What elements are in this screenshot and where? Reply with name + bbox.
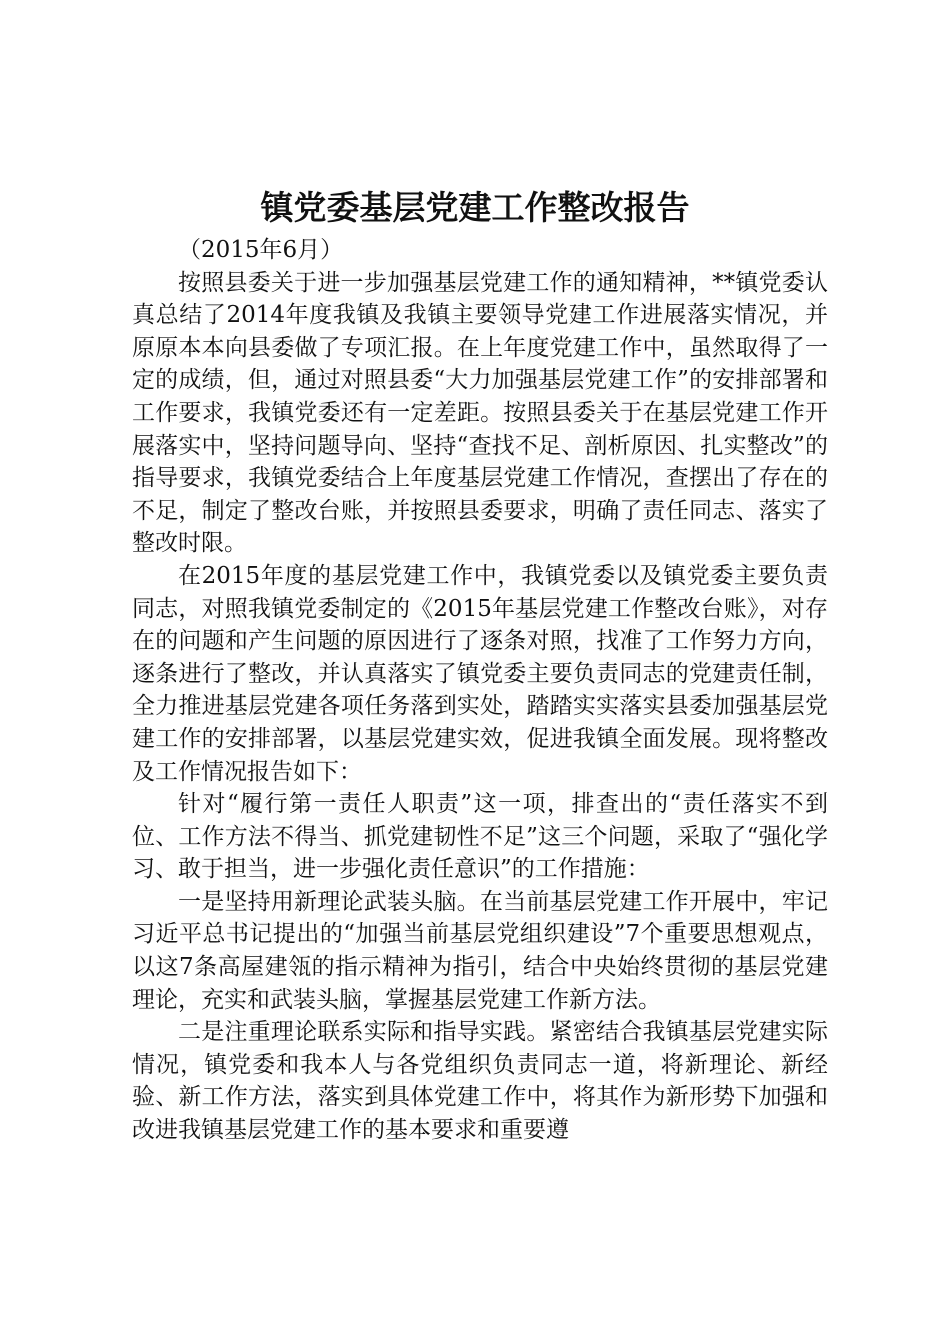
paragraph-intro: 按照县委关于进一步加强基层党建工作的通知精神，**镇党委认真总结了2014年度我镇及我镇主要领导党建工作进展落实情况，并原原本本向县委做了专项汇报。在上年度党建工作中，虽然取得了一定的成绩，但，通过对照县委“大力加强基层党建工作”的安排部署和工作要求，我镇党委还有一定差距。按照县委关于在基层党建工作开展落实中，坚持问题导向、坚持“查找不足、剖析原因、扎实整改”的指导要求，我镇党委结合上年度基层党建工作情况，查摆出了存在的不足，制定了整改台账，并按照县委要求，明确了责任同志、落实了整改时限。 [132,269,828,557]
paragraph-overview: 在2015年度的基层党建工作中，我镇党委以及镇党委主要负责同志，对照我镇党委制定的《2015年基层党建工作整改台账》，对存在的问题和产生问题的原因进行了逐条对照，找准了工作努力方向，逐条进行了整改，并认真落实了镇党委主要负责同志的党建责任制，全力推进基层党建各项任务落到实处，踏踏实实落实县委加强基层党建工作的安排部署，以基层党建实效，促进我镇全面发展。现将整改及工作情况报告如下： [132,562,828,785]
paragraph-point-two: 二是注重理论联系实际和指导实践。紧密结合我镇基层党建实际情况，镇党委和我本人与各党组织负责同志一道，将新理论、新经验、新工作方法，落实到具体党建工作中，将其作为新形势下加强和改进我镇基层党建工作的基本要求和重要遵 [132,1019,828,1144]
date-line: （2015年6月） [178,237,344,263]
document-title: 镇党委基层党建工作整改报告 [260,188,690,227]
paragraph-point-one: 一是坚持用新理论武装头脑。在当前基层党建工作开展中，牢记习近平总书记提出的“加强当前基层党组织建设”7个重要思想观点，以这7条高屋建瓴的指示精神为指引，结合中央始终贯彻的基层党建理论，充实和武装头脑，掌握基层党建工作新方法。 [132,888,828,1013]
document-body [132,234,828,1147]
paragraph-first-responsibility: 针对“履行第一责任人职责”这一项，排查出的“责任落实不到位、工作方法不得当、抓党建韧性不足”这三个问题，采取了“强化学习、敢于担当，进一步强化责任意识”的工作措施： [132,791,828,883]
